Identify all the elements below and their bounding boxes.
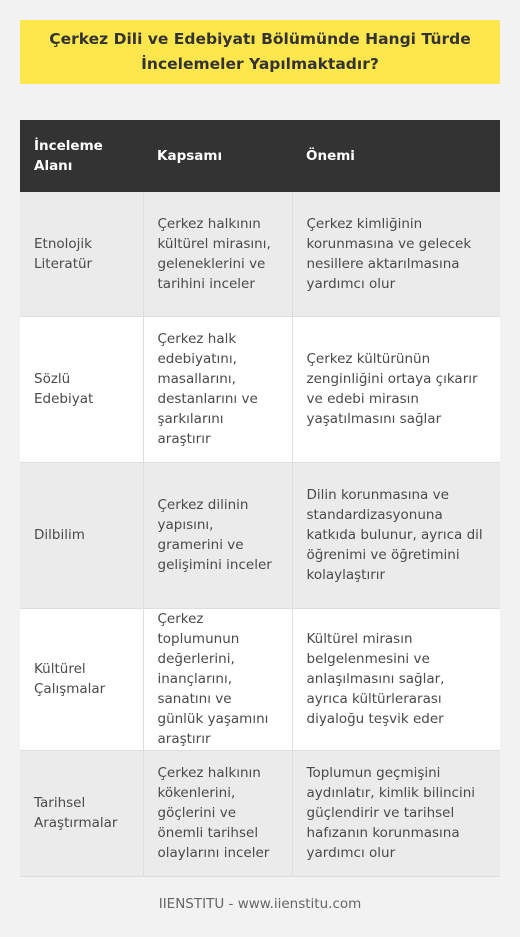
- table-row: [20, 316, 500, 462]
- cell-scope: Çerkez halk edebiyatını, masallarını, destanlarını ve şarkılarını araştırır: [143, 316, 292, 462]
- cell-importance: Çerkez kimliğinin korunmasına ve gelecek nesillere aktarılmasına yardımcı olur: [292, 192, 500, 316]
- cell-area: Tarihsel Araştırmalar: [20, 750, 143, 876]
- header-kapsami: Kapsamı: [143, 120, 292, 192]
- cell-importance: Kültürel mirasın belgelenmesini ve anlaşılmasını sağlar, ayrıca kültürlerarası diyaloğu teşvik eder: [292, 608, 500, 750]
- header-inceleme-alani: İnceleme Alanı: [20, 120, 143, 192]
- cell-scope: Çerkez toplumunun değerlerini, inançlarını, sanatını ve günlük yaşamını araştırır: [143, 608, 292, 750]
- cell-area: Kültürel Çalışmalar: [20, 608, 143, 750]
- cell-area: Etnolojik Literatür: [20, 192, 143, 316]
- header-onemi: Önemi: [292, 120, 500, 192]
- cell-importance: Toplumun geçmişini aydınlatır, kimlik bilincini güçlendirir ve tarihsel hafızanın korunmasına yardımcı olur: [292, 750, 500, 876]
- cell-importance: Çerkez kültürünün zenginliğini ortaya çıkarır ve edebi mirasın yaşatılmasını sağlar: [292, 316, 500, 462]
- cell-scope: Çerkez halkının kültürel mirasını, geleneklerini ve tarihini inceler: [143, 192, 292, 316]
- cell-area: Sözlü Edebiyat: [20, 316, 143, 462]
- table-row: [20, 608, 500, 750]
- table-row: [20, 750, 500, 876]
- footer-credit: IIENSTITU - www.iienstitu.com: [158, 896, 362, 912]
- page-title: Çerkez Dili ve Edebiyatı Bölümünde Hangi Türde İncelemeler Yapılmaktadır?: [49, 30, 471, 73]
- title-banner: [20, 20, 500, 84]
- inceleme-table: [20, 120, 500, 877]
- table-header-row: [20, 120, 500, 192]
- table-row: [20, 462, 500, 608]
- cell-importance: Dilin korunmasına ve standardizasyonuna katkıda bulunur, ayrıca dil öğrenimi ve öğretimini kolaylaştırır: [292, 462, 500, 608]
- table-row: [20, 192, 500, 316]
- cell-scope: Çerkez dilinin yapısını, gramerini ve gelişimini inceler: [143, 462, 292, 608]
- cell-scope: Çerkez halkının kökenlerini, göçlerini ve önemli tarihsel olaylarını inceler: [143, 750, 292, 876]
- cell-area: Dilbilim: [20, 462, 143, 608]
